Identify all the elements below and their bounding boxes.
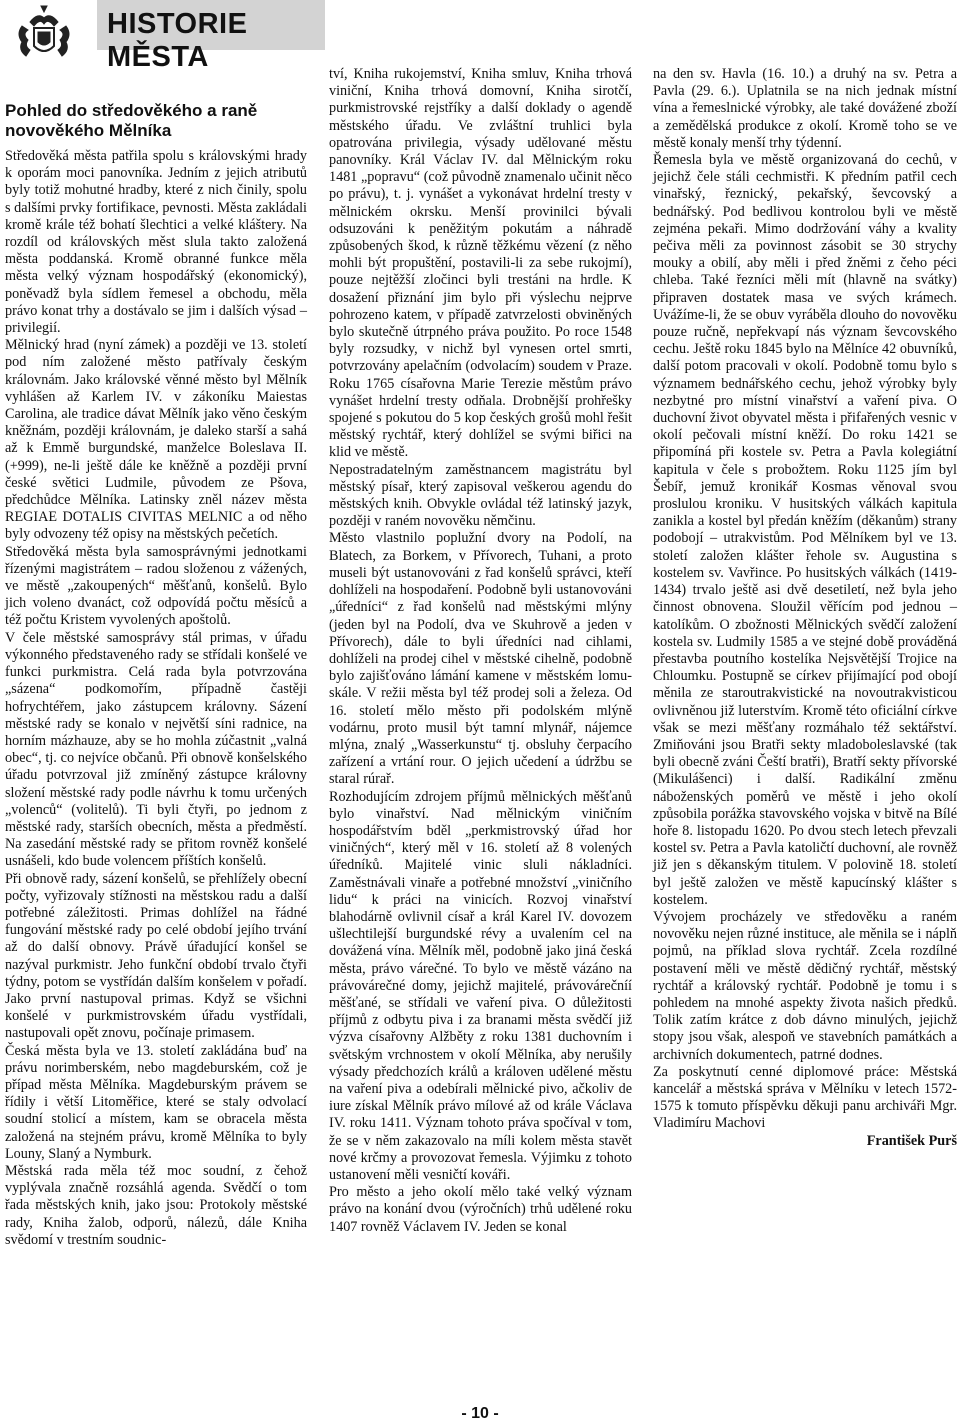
article-title: Pohled do středověkého a raně novověkého Mělníka — [5, 101, 258, 140]
paragraph: Pro město a jeho okolí mělo také velký význam právo na konání dvou (výročních) trhů udělené roku 1407 rovněž Václavem IV. Jeden se konal — [329, 1184, 632, 1235]
text-column-3 — [653, 66, 957, 1150]
paragraph: Městská rada měla též moc soudní, z čehož vyplývala značně rozsáhlá agenda. Svědčí o tom řada městských knih, jako jsou: Protokoly městské rady, Kniha žalob, odporů, nálezů, dále Kniha svědomí v trestním soudnic- — [5, 1162, 307, 1248]
paragraph: Česká města byla ve 13. století zakládána buď na právu norimberském, nebo magdeburském, což je případ města Mělníka. Magdeburským právem se řídily i větší Litoměřice, které se staly odvolací soudní stolicí a místem, kam se obracela města založená na stejném právu, kromě Mělníka to byly Louny, Slaný a Nymburk. — [5, 1042, 307, 1162]
author-signature: František Purš — [866, 1132, 957, 1149]
text-column-1 — [5, 148, 307, 1249]
coat-of-arms-icon — [8, 4, 80, 64]
paragraph: Vývojem procházely ve středověku a raném novověku nejen různé instituce, ale měnila se i náplň pojmů, na příklad slova rychtář. Zcela rozdílné postavení měli ve městě dědičný rychtář, městský rychtář a královský rychtář. Podobně je tomu i s pohledem na mnohé aspekty života našich předků. Tolik zatím krátce z dob dávno minulých, jejichž stopy jsou však, alespoň ve stavebních památkách a archivních dokumentech, patrné dodnes. — [653, 908, 957, 1063]
page-number: - 10 - — [461, 1405, 499, 1422]
section-header — [97, 0, 325, 73]
paragraph: Rozhodujícím zdrojem příjmů mělnických měšťanů bylo vinařství. Nad mělnickým viničním hospodářstvím bděl „perkmistrovský úřad hor viničných“, který měl v 16. století až 8 volených úředníků. Majitelé vinic sluli nákladníci. Zaměstnávali vinaře a potřebné množství „viničního lidu“ k práci na vinicích. Rozvoj vinařství blahodárně ovlivnil císař a král Karel IV. dovozem ušlechtilejší burgundské révy a uvalením cel na dovážená vína. Mělník měl, podobně jako jiná česká města, právo várečné. To bylo ve městě vázáno na právovárečné domy, jejichž majitelé, právovárečníí měšťané, se střídali ve vaření piva. O důležitosti příjmů z odbytu piva i za branami města svědčí již výzva císařovny Alžběty z roku 1381 duchovním i světským vrchnostem v okolí Mělníka, aby nerušily výsady předchozích králů a královen udělené městu na vaření piva a odebírali mělnické pivo, ačkoliv de iure získal Mělník právo mílové až od krále Václava IV. roku 1411. Význam tohoto práva spočíval v tom, že se v něm zakazovalo na míli kolem města stavět nové krčmy a provozovat řemesla. Výjimku z tohoto ustanovení měli vesničtí kováři. — [329, 788, 632, 1183]
paragraph: Středověká města patřila spolu s královskými hrady k oporám moci panovníka. Jedním z jejich atributů byly totiž mohutné hradby, které z nich činily, spolu s dalšími prvky fortifikace, pevnosti. Města zakládali kromě krále též bohatí šlechtici a velké kláštery. Na rozdíl od královských měst slula takto založená města poddanská. Kromě obranné funkce měla města velký význam hospodářský (ekonomický), poněvadž byla sídlem řemesel a obchodu, měla právo konat trhy a dostávalo se jim i dalších výsad – privilegií. — [5, 148, 307, 337]
paragraph: V čele městské samosprávy stál primas, v úřadu výkonného představeného rady se střídali konšelé ve funkci purkmistra. Celá rada byla potvrzována „sázena“ podkomořím, případně častěji hofrychtéřem, jako zástupcem královny. Sázení městské rady se konalo v největší síni radnice, na horním mázhauze, aby se ho mohla zúčastnit „valná obec“, tj. co nejvíce občanů. Při obnově konšelského úřadu potvrzoval již zmíněný zástupce královny složení městské rady podle návrhu k tomu určených „volenců“ (volitelů). Ti byli čtyři, po jednom z městské rady, starších obecních, města a předměstí. Na zasedání městské rady se přitom rovněž konšelé usnášeli, kdo bude volencem příštích konšelů. — [5, 629, 307, 870]
paragraph: Při obnově rady, sázení konšelů, se přehlížely obecní počty, vyřizovaly stížnosti na městskou radu a další potřebné záležitosti. Primas dohlížel na řádné fungování městské rady po celé období jejího trvání až do další obnovy. Právě úřadující konšel se nazýval purkmistr. Jeho funkční období trvalo čtyři týdny, potom se vystřídán dalším konšelem v pořadí. Jako první nastupoval primas. Když se všichni konšelé v purkmistrovském úřadu vystřídali, nastupovali opět znovu, počínaje primasem. — [5, 870, 307, 1042]
section-title: HISTORIE MĚSTA — [107, 8, 248, 73]
paragraph: na den sv. Havla (16. 10.) a druhý na sv. Petra a Pavla (29. 6.). Uplatnila se na nich jednak místní vína a řemeslnické výrobky, ale také dovážené zboží a zemědělská produkce z okolí. Kromě toho se ve městě konaly menší trhy týdenní. — [653, 66, 957, 151]
text-column-2 — [329, 66, 632, 1236]
paragraph: Nepostradatelným zaměstnancem magistrátu byl městský písař, který zapisoval veškerou agendu do městských knih. Obvykle ovládal též latinský jazyk, později v raném novověku němčinu. — [329, 461, 632, 530]
acknowledgement: Za poskytnutí cenné diplomové práce: Městská kancelář a městská správa v Mělníku v letech 1572-1575 k tomuto příspěvku děkuji panu archiváři Mgr. Vladimíru Machovi — [653, 1063, 957, 1132]
paragraph: Středověká města byla samosprávnými jednotkami řízenými magistrátem – radou složenou z vážených, ve městě „zakoupených“ měšťanů, konšelů. Bylo jich voleno dvanáct, což odpovídá počtu měsíců a též počtu Kristem vyvolených apoštolů. — [5, 543, 307, 629]
paragraph: Řemesla byla ve městě organizovaná do cechů, v jejichž čele stáli cechmistři. K předním patřil cech vinařský, řeznický, pekařský, ševcovský a bednářský. Pod bedlivou kontrolou byli ve městě zejména pekaři. Mimo dodržování váhy a kvality pečiva měli za povinnost zásobit se 30 strychy mouky a obilí, aby měli i před žněmi z čeho péci chleba. Také řezníci měli mít (hlavně na svátky) připraven dostatek masa ve svých krámech. Uvážíme-li, že se obuv vyráběla dlouho do novověku pouze ručně, nepřekvapí nás význam ševcovského cechu. Ještě roku 1845 bylo na Mělníce 42 obuvníků, další potom pracovali v okolí. Podobně tomu bylo s významem bednářského cechu, jehož výrobky byly nezbytné pro místní vinařství a vaření piva. O duchovní život obyvatel města i přifařených vesnic v okolí pečovali místní kněží. Do roku 1421 se připomíná při kostele sv. Petra a Pavla kolegiátní kapitula v čele s probožtem. Roku 1125 jím byl Šebíř, jemuž kronikář Kosmas věnoval svou proslulou kroniku. V husitských válkách kapitula zanikla a kostel byl předán kněžím (děkanům) strany podobojí – utrakvistům. Pod Mělníkem byl ve 13. století založen klášter řehole sv. Augustina s kostelem sv. Vavřince. Po husitských válkách (1419-1434) trvalo ještě asi dvě desetiletí, než byla jeho činnost obnovena. Sloužil věřícím pod jednou – katolíkům. O zbožnosti Mělnických svědčí založení kostela sv. Ludmily 1585 a ve stejné době prováděná přestavba poutního kostelíka Nejsvětější Trojice na Chloumku. Postupně se církev přijímající pod obojí měnila ze staroutrakvistické na novoutrakvisticou ovlivněnou již luterstvím. Kromě této oficiální církve však se mezi měšťany rozmáhalo též sektářství. Zmiňováni jsou Bratři sekty mladoboleslavské (tak byli obecně zváni Čeští bratři), Bratří sekty přívorské (Mikulášenci) i další. Radikální změnu náboženských poměrů ve městě i jeho okolí způsobila porážka stavovského vojska v bitvě na Bílé hoře 8. listopadu 1620. Po dvou stech letech převzali kostel sv. Petra a Pavla katoličtí duchovní, ale rovněž již jen s děkanským titulem. V polovině 18. století byl ještě založen ve městě kapucínský klášter s kostelem. — [653, 152, 957, 908]
paragraph: Mělnický hrad (nyní zámek) a později ve 13. století pod ním založené město patřívaly českým královnám. Jako královské věnné město byl Mělník vyhlášen až Karlem IV. v zákoníku Maiestas Carolina, ale tradice dávat Mělník jako věno českým kněžnám, později královnám, je daleko starší a sahá až k Emmě burgundské, manželce Boleslava II. (+999), ne-li ještě dále ke kněžně a později první české světici Ludmile, původem ze Pšova, předchůdce Mělníka. Latinsky zněl název města REGIAE DOTALIS CIVITAS MELNIC a od něho byly odvozeny též opisy na městských pečetích. — [5, 337, 307, 543]
paragraph: tví, Kniha rukojemství, Kniha smluv, Kniha trhová viniční, Kniha trhová domovní, Kniha sirotčí, purkmistrovské rejstříky a další doklady o agendě městského úřadu. Ve zvláštní truhlici byla opatrována privilegia, výsady udělované městu panovníky. Král Václav IV. dal Mělnickým roku 1481 „popravu“ (což původně znamenalo učinit něco po právu), t. j. vynášet a vykonávat hrdelní tresty v mělnickém okrsku. Menší provinilci bývali odsuzováni k peněžitým pokutám a náhradě způsobených škod, k různě těžkému vězení (z něho mohli být propuštění, postavili-li za sebe rukojmí), pouze nejtěžší zločinci byli trestáni na hrdle. K dosažení přiznání jim bylo při výslechu nejprve pohrozeno katem, v případě zatvrzelosti obviněných bylo skutečně útrpného práva použito. Po roce 1548 byly rozsudky, v nichž byl vynesen ortel smrti, potvrzovány apelačním (odvolacím) soudem v Praze. Roku 1765 císařovna Marie Terezie městům právo vynášet hrdelní tresty odňala. Drobnější prohřešky spojené s pokutou do 5 kop českých grošů mohl řešit městský rychtář, který dohlížel se svými biřici na klid ve městě. — [329, 66, 632, 461]
paragraph: Město vlastnilo poplužní dvory na Podolí, na Blatech, za Borkem, v Přívorech, Tuhani, a proto museli být ustanovováni z řad konšelů správci, kteří dohlíželi na hospodaření. Podobně byli ustanovováni „úředníci“ z řad konšelů nad městskými mlýny (jeden byl na Podolí, dva ve Skuhrově a jeden v Přívorech), dále to byli úředníci nad cihlami, dohlíželi na prodej cihel v městské cihelně, podobně bylo zajišťováno lámání kamene v městském lomu-skále. V režii města byl též prodej soli a železa. Od 16. století mělo město při podolském mlýně vodárnu, proto musil být tamní mlynář, nájemce mlýna, znalý „Wasserkunstu“ tj. obsluhy čerpacího zařízení a vrtání rour. O jejich učedení a údržbu se staral rúrař. — [329, 530, 632, 788]
